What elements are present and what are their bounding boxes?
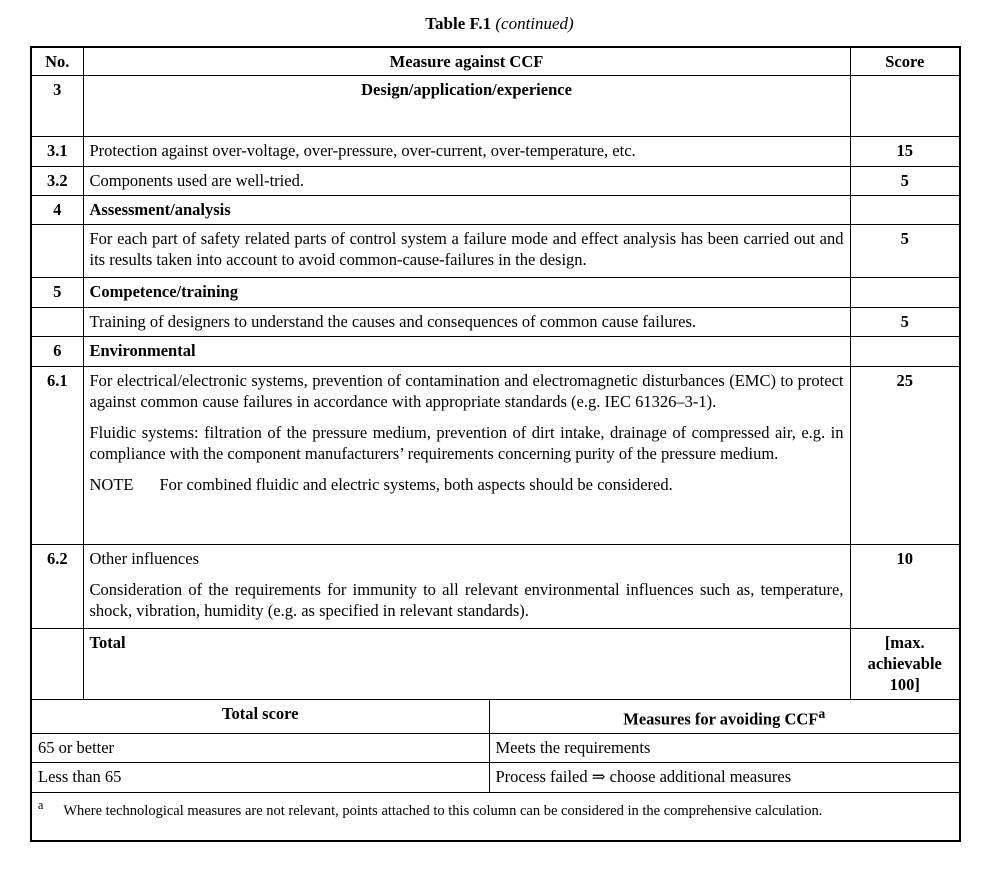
- cell-no: [31, 308, 83, 337]
- result-header-measures: Measures for avoiding CCF$^a$: [489, 700, 960, 734]
- result-header-row: [31, 700, 960, 734]
- cell-measure: Competence/training: [83, 278, 850, 308]
- table-row: [31, 545, 960, 629]
- cell-measure: Components used are well-tried.: [83, 167, 850, 196]
- cell-no: 3: [31, 76, 83, 137]
- cell-score: [850, 196, 960, 225]
- measure-paragraph: Other influences: [89, 549, 199, 568]
- cell-measure: Assessment/analysis: [83, 196, 850, 225]
- col-header-score: Score: [850, 47, 960, 76]
- cell-no: [31, 629, 83, 700]
- cell-measure: Total: [83, 629, 850, 700]
- result-row: [31, 733, 960, 762]
- result-total-score: Less than 65: [31, 762, 489, 792]
- cell-no: 6.1: [31, 367, 83, 545]
- cell-score: 25: [850, 367, 960, 545]
- cell-score: [850, 337, 960, 367]
- cell-score: 5: [850, 225, 960, 278]
- table-row: [31, 308, 960, 337]
- col-header-measure: Measure against CCF: [83, 47, 850, 76]
- cell-score: [850, 278, 960, 308]
- table-title-number: Table F.1: [425, 14, 492, 33]
- footnote-reference: a: [818, 706, 826, 721]
- table-title-continued: (continued): [495, 14, 574, 33]
- table-row: [31, 196, 960, 225]
- measure-note: [90, 474, 844, 495]
- table-row: [31, 76, 960, 137]
- cell-score: 5: [850, 167, 960, 196]
- cell-no: 6: [31, 337, 83, 367]
- cell-measure: [83, 545, 850, 629]
- result-measures: Meets the requirements: [489, 733, 960, 762]
- cell-measure: Protection against over-voltage, over-pressure, over-current, over-temperature, etc.: [83, 137, 850, 167]
- cell-measure: [83, 367, 850, 545]
- measure-paragraph: Fluidic systems: filtration of the pressure medium, prevention of dirt intake, drainage of compressed air, e.g. in compliance with the component manufacturers’ requirements concerning purity of the pressure medium.: [89, 423, 844, 463]
- footnote-marker: a: [38, 797, 44, 812]
- cell-score: 10: [850, 545, 960, 629]
- cell-measure: Training of designers to understand the causes and consequences of common cause failures.: [83, 308, 850, 337]
- table-footnote: [31, 792, 960, 841]
- measure-paragraph: Consideration of the requirements for immunity to all relevant environmental influences such as, temperature, shock, vibration, humidity (e.g. as specified in relevant standards).: [89, 580, 844, 620]
- result-header-total-score: Total score: [31, 700, 489, 734]
- note-text: For combined fluidic and electric systems, both aspects should be considered.: [159, 475, 673, 494]
- note-label: NOTE: [89, 475, 134, 494]
- result-total-score: 65 or better: [31, 733, 489, 762]
- result-row: [31, 762, 960, 792]
- cell-no: 5: [31, 278, 83, 308]
- cell-score: 5: [850, 308, 960, 337]
- table-header-row: [31, 47, 960, 76]
- cell-no: 4: [31, 196, 83, 225]
- table-row-total: [31, 629, 960, 700]
- footnote-row: [31, 792, 960, 841]
- cell-no: 6.2: [31, 545, 83, 629]
- cell-measure: Design/application/experience: [83, 76, 850, 137]
- table-row: [31, 278, 960, 308]
- cell-score: 15: [850, 137, 960, 167]
- table-row: [31, 337, 960, 367]
- cell-no: [31, 225, 83, 278]
- cell-no: 3.1: [31, 137, 83, 167]
- table-row: [31, 167, 960, 196]
- ccf-measures-table: [30, 46, 961, 842]
- table-row: [31, 225, 960, 278]
- cell-score: [850, 76, 960, 137]
- table-title: [30, 14, 969, 34]
- col-header-no: No.: [31, 47, 83, 76]
- table-row: [31, 367, 960, 545]
- footnote-text: Where technological measures are not relevant, points attached to this column can be considered in the comprehensive calculation.: [63, 802, 823, 819]
- measure-paragraph: For electrical/electronic systems, prevention of contamination and electromagnetic disturbances (EMC) to protect against common cause failures in accordance with appropriate standards (e.g. IEC 61326–3-1).: [89, 371, 844, 411]
- cell-measure: For each part of safety related parts of control system a failure mode and effect analysis has been carried out and its results taken into account to avoid common-cause-failures in the design.: [83, 225, 850, 278]
- result-measures: Process failed ⇒ choose additional measures: [489, 762, 960, 792]
- cell-score-max: [max. achievable 100]: [850, 629, 960, 700]
- table-row: [31, 137, 960, 167]
- cell-no: 3.2: [31, 167, 83, 196]
- cell-measure: Environmental: [83, 337, 850, 367]
